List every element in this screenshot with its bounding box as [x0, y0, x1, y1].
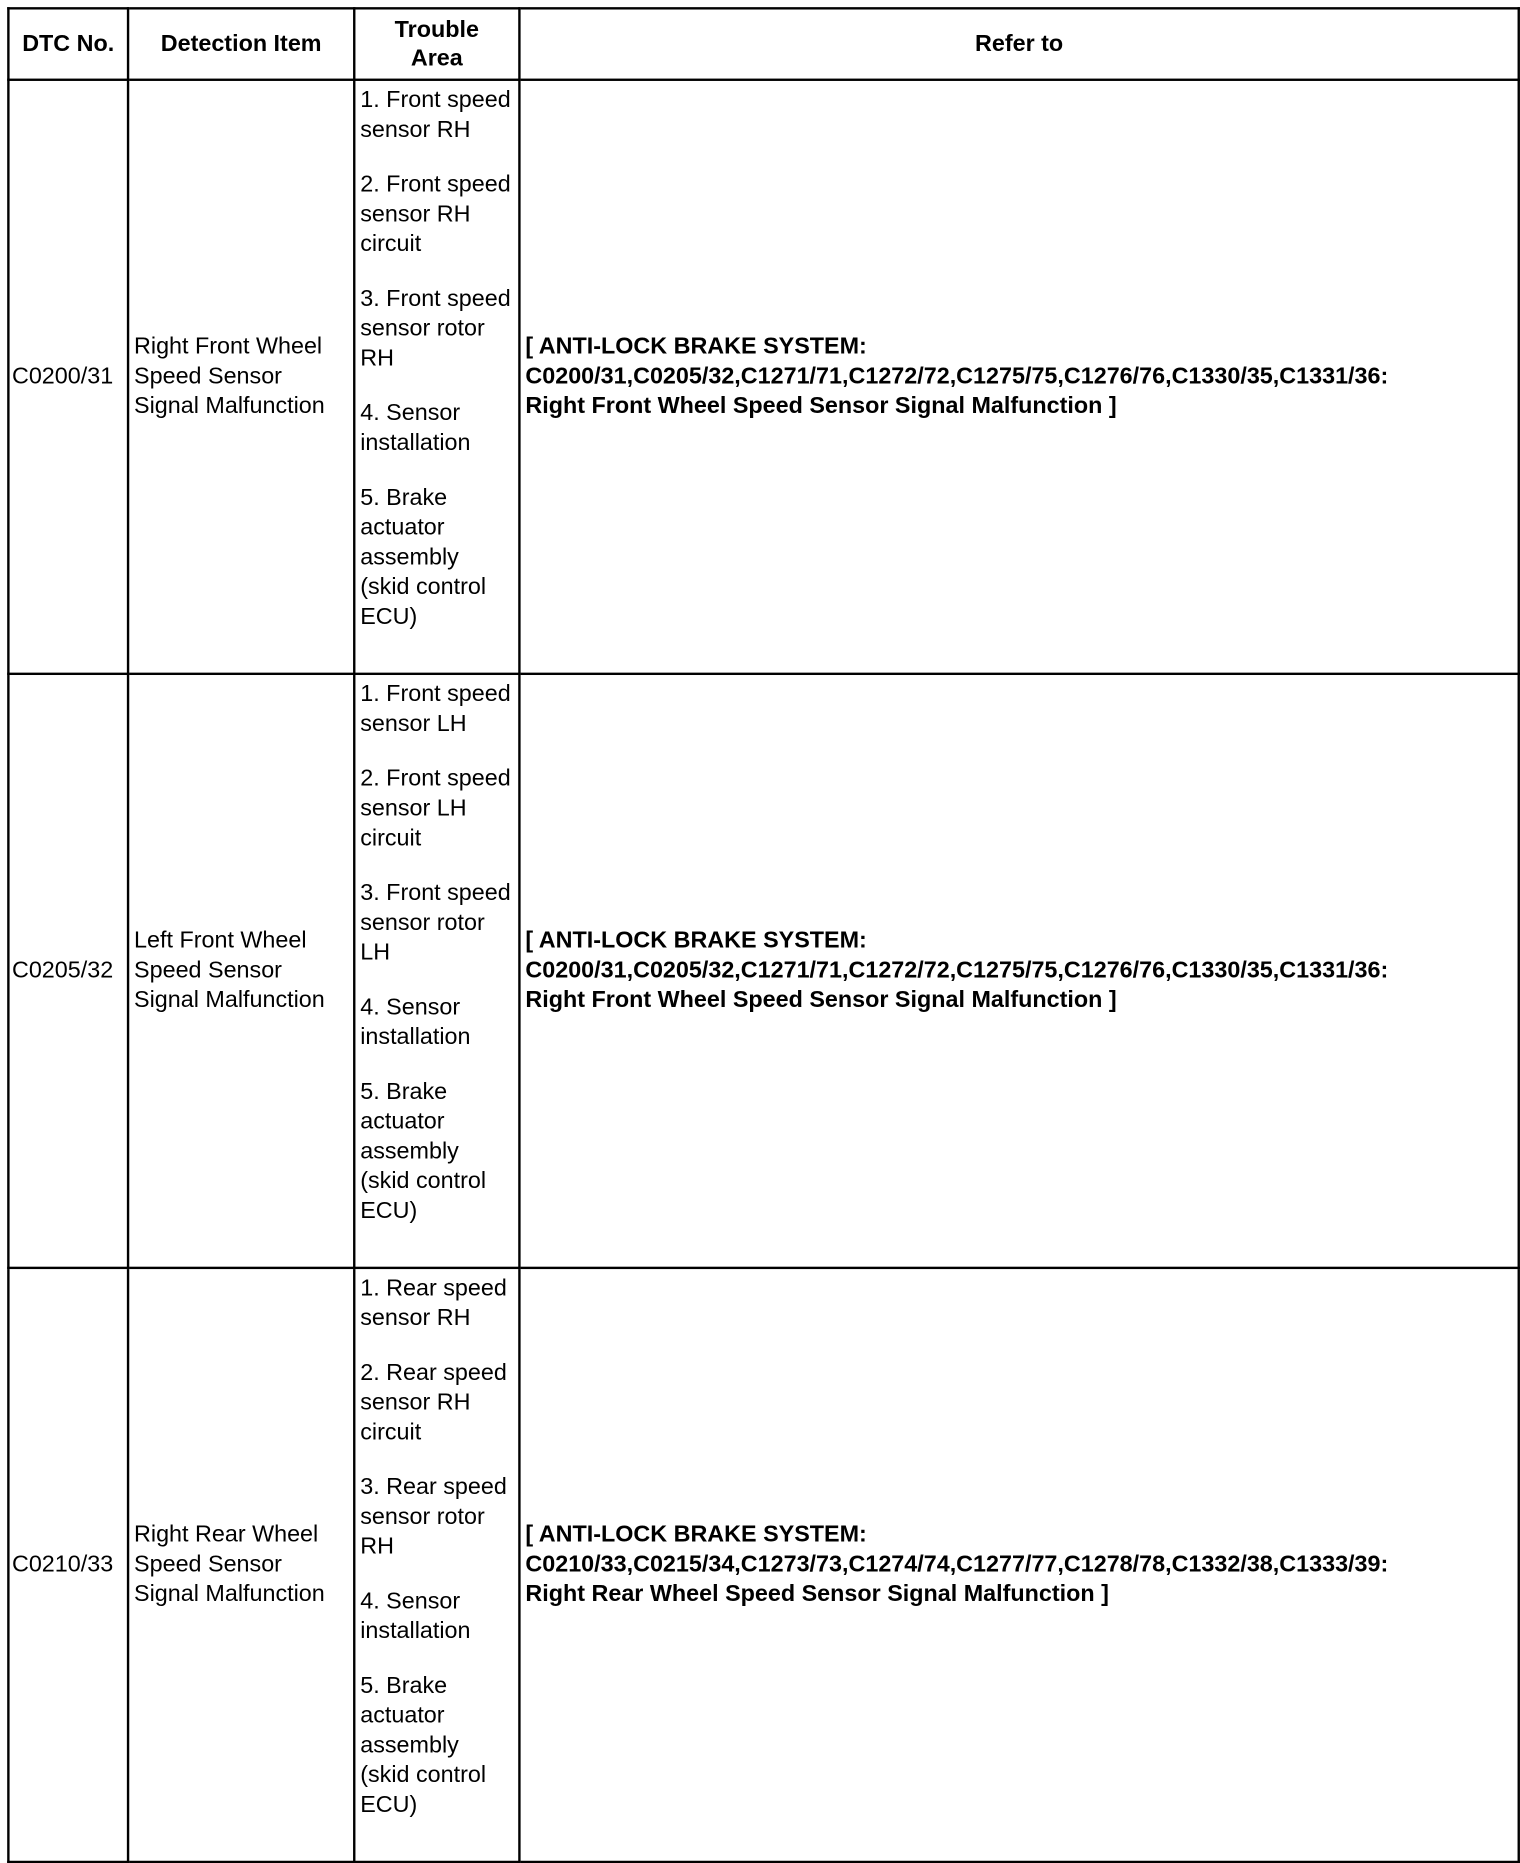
refer-to-line: Right Front Wheel Speed Sensor Signal Malfunction ]: [525, 392, 1117, 420]
trouble-area-item: 5. Brake actuator assembly (skid control ECU): [360, 1672, 487, 1818]
table-row: [8, 1268, 1518, 1862]
dtc-code: C0205/32: [8, 674, 128, 1268]
header-refer-to: Refer to: [519, 8, 1518, 79]
trouble-area-item: 2. Front speed sensor RH circuit: [360, 171, 511, 258]
dtc-code: C0200/31: [8, 80, 128, 674]
trouble-area-item: 3. Rear speed sensor rotor RH: [360, 1473, 507, 1560]
trouble-area-item: 5. Brake actuator assembly (skid control ECU): [360, 484, 487, 630]
refer-to-link[interactable]: [519, 674, 1518, 1268]
refer-to-line: C0200/31,C0205/32,C1271/71,C1272/72,C1275/75,C1276/76,C1330/35,C1331/36:: [525, 363, 1389, 390]
detection-item: Left Front Wheel Speed Sensor Signal Malfunction: [128, 674, 354, 1268]
trouble-area-item: 2. Rear speed sensor RH circuit: [360, 1359, 507, 1446]
dtc-table: [7, 7, 1520, 1863]
table-row: [8, 80, 1518, 674]
trouble-area-item: 4. Sensor installation: [360, 400, 471, 456]
trouble-area-item: 4. Sensor installation: [360, 994, 471, 1051]
trouble-area-item: 1. Front speed sensor LH: [360, 680, 511, 737]
table-row: [8, 674, 1518, 1268]
trouble-area-item: 4. Sensor installation: [360, 1588, 471, 1645]
trouble-area-list: [354, 80, 519, 674]
trouble-area-item: 3. Front speed sensor rotor LH: [360, 879, 511, 966]
trouble-area-item: 5. Brake actuator assembly (skid control ECU): [360, 1078, 487, 1224]
header-dtc-no: DTC No.: [8, 8, 128, 79]
trouble-area-item: 2. Front speed sensor LH circuit: [360, 765, 511, 852]
trouble-area-item: 1. Front speed sensor RH: [360, 86, 511, 143]
refer-to-line: Right Front Wheel Speed Sensor Signal Malfunction ]: [525, 986, 1117, 1014]
refer-to-line: C0200/31,C0205/32,C1271/71,C1272/72,C1275/75,C1276/76,C1330/35,C1331/36:: [525, 957, 1389, 984]
detection-item: Right Front Wheel Speed Sensor Signal Malfunction: [128, 80, 354, 674]
trouble-area-list: [354, 1268, 519, 1862]
refer-to-line: Right Rear Wheel Speed Sensor Signal Malfunction ]: [525, 1580, 1109, 1608]
header-row: [8, 8, 1518, 79]
trouble-area-list: [354, 674, 519, 1268]
dtc-code: C0210/33: [8, 1268, 128, 1862]
refer-to-link[interactable]: [519, 1268, 1518, 1862]
header-trouble-area: Trouble Area: [354, 8, 519, 79]
refer-to-line: [ ANTI-LOCK BRAKE SYSTEM:: [525, 1521, 867, 1548]
refer-to-link[interactable]: [519, 80, 1518, 674]
header-detection-item: Detection Item: [128, 8, 354, 79]
trouble-area-item: 1. Rear speed sensor RH: [360, 1275, 507, 1331]
refer-to-line: [ ANTI-LOCK BRAKE SYSTEM:: [525, 927, 867, 954]
refer-to-line: [ ANTI-LOCK BRAKE SYSTEM:: [525, 333, 867, 360]
trouble-area-item: 3. Front speed sensor rotor RH: [360, 285, 511, 372]
detection-item: Right Rear Wheel Speed Sensor Signal Malfunction: [128, 1268, 354, 1862]
refer-to-line: C0210/33,C0215/34,C1273/73,C1274/74,C1277/77,C1278/78,C1332/38,C1333/39:: [525, 1551, 1389, 1578]
